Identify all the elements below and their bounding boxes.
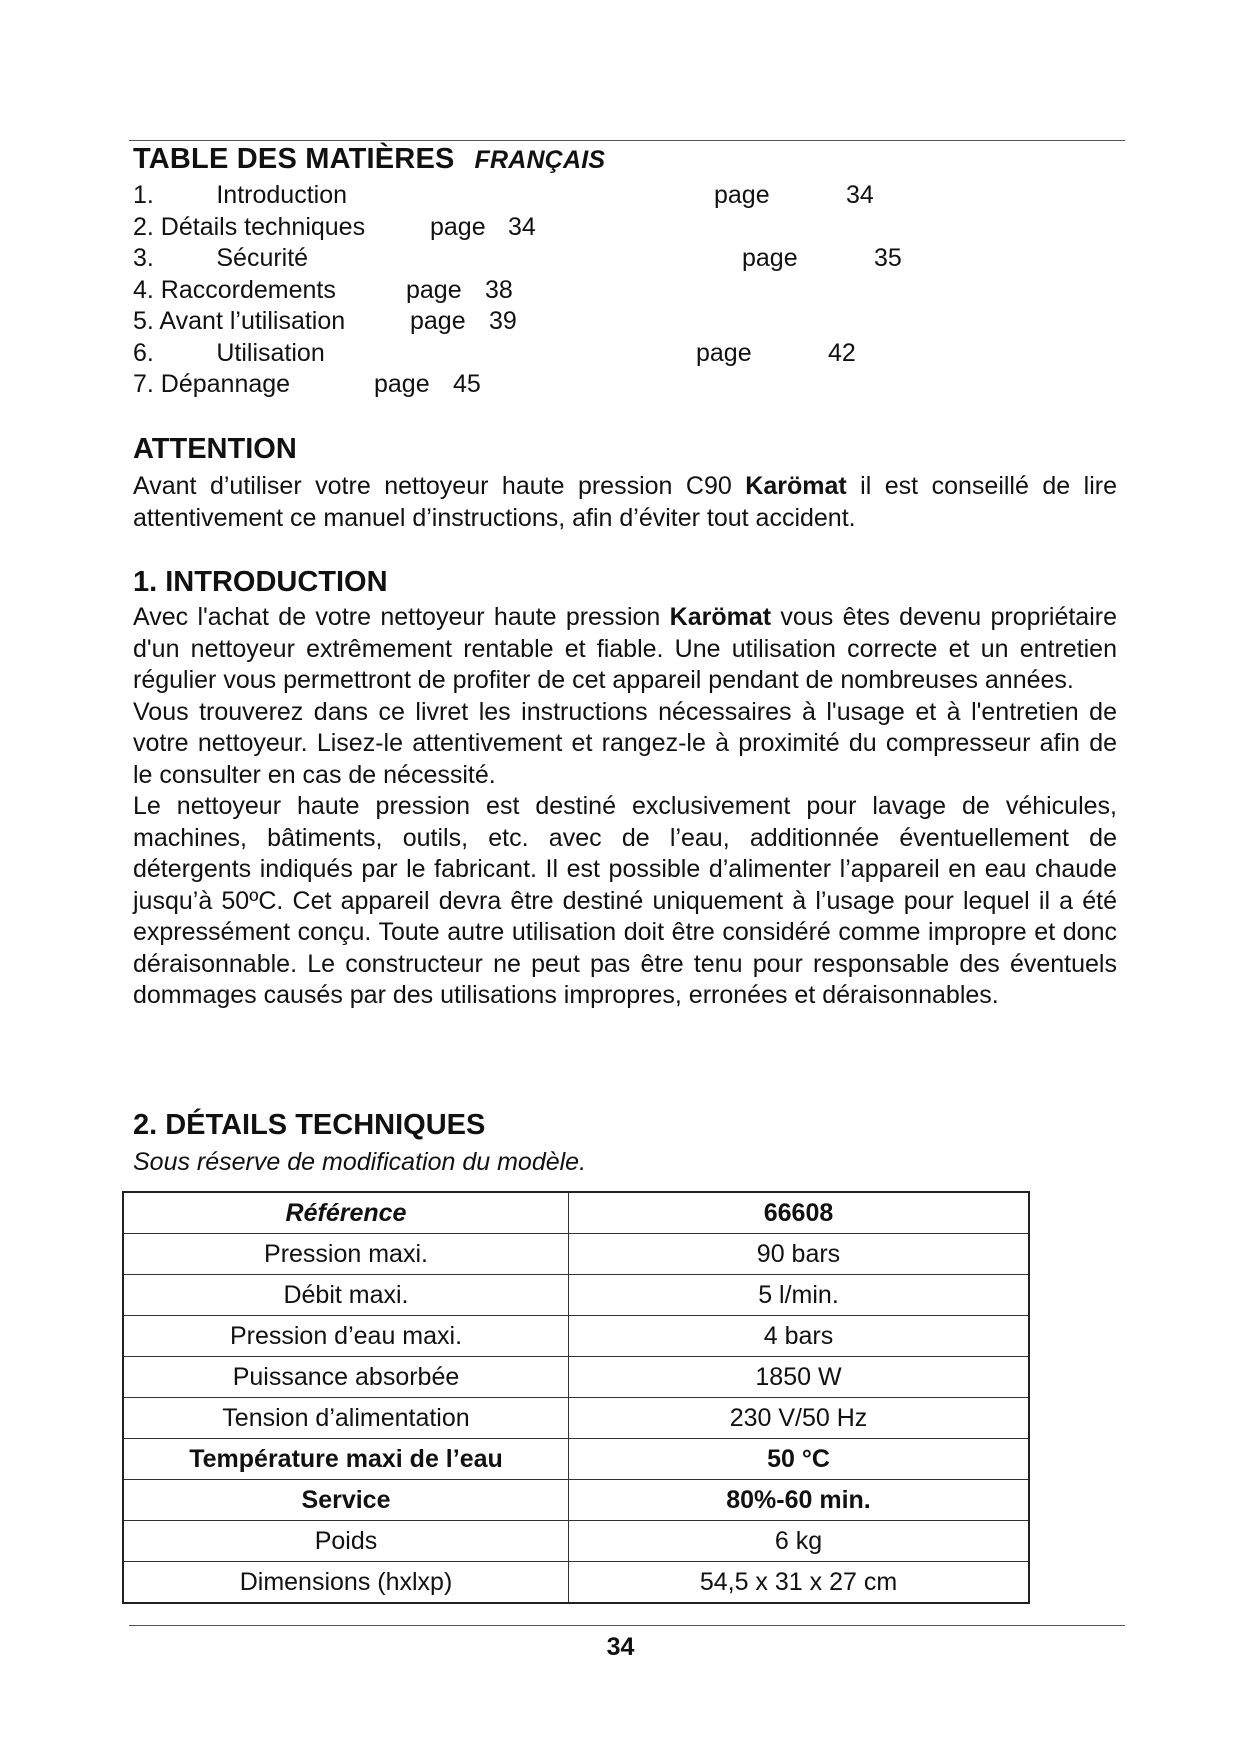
technical-heading: 2. DÉTAILS TECHNIQUES — [133, 1109, 486, 1141]
top-rule — [129, 140, 1125, 141]
attention-text-after: il est conseillé de lire attentivement ce manuel d’instructions, afin d’éviter tout accident. — [133, 472, 1117, 532]
toc-title — [133, 143, 605, 176]
toc-item-page-word: page — [742, 244, 798, 272]
table-row — [123, 1439, 1029, 1480]
brand-name: Karömat — [669, 603, 772, 631]
toc-language: FRANÇAIS — [474, 146, 606, 174]
bottom-rule — [129, 1625, 1125, 1626]
spec-label: Température maxi de l’eau — [123, 1439, 569, 1480]
table-row — [123, 1234, 1029, 1275]
page-number: 34 — [606, 1633, 635, 1661]
toc-item-page: 35 — [874, 244, 902, 272]
spec-value: 230 V/50 Hz — [569, 1398, 1030, 1439]
toc-item-page-word: page — [696, 338, 752, 367]
intro-p1-before: Avec l'achat de votre nettoyeur haute pression — [133, 603, 670, 631]
introduction-paragraph-2: Vous trouverez dans ce livret les instructions nécessaires à l'usage et à l'entretien de votre nettoyeur. Lisez-le attentivement et rangez-le à proximité du compresseur afin de le consulter en cas de nécessité. — [133, 697, 1117, 789]
toc-item-label: 2. Détails techniques — [133, 212, 366, 241]
spec-label: Service — [123, 1480, 569, 1521]
toc-item-page-word: page — [410, 307, 466, 335]
toc-item-page: 34 — [846, 181, 874, 209]
spec-value: 1850 W — [569, 1357, 1030, 1398]
toc-item-label: 1. Introduction — [133, 181, 348, 209]
toc-item-label: 6. Utilisation — [133, 338, 325, 367]
table-row — [123, 1357, 1029, 1398]
specs-table — [122, 1191, 1030, 1604]
spec-label: Référence — [123, 1192, 569, 1234]
toc-item-page-word: page — [406, 275, 462, 304]
toc-item-page: 45 — [453, 370, 481, 398]
spec-value: 66608 — [569, 1192, 1030, 1234]
spec-value: 80%-60 min. — [569, 1480, 1030, 1521]
spec-label: Puissance absorbée — [123, 1357, 569, 1398]
toc-title-text: TABLE DES MATIÈRES — [133, 143, 455, 175]
toc-item-page: 34 — [508, 212, 536, 241]
toc-item-page-word: page — [374, 370, 430, 398]
spec-value: 90 bars — [569, 1234, 1030, 1275]
table-row — [123, 1480, 1029, 1521]
spec-label: Pression d’eau maxi. — [123, 1316, 569, 1357]
introduction-body — [133, 602, 1117, 1012]
toc-item-page: 39 — [489, 307, 517, 335]
introduction-paragraph-3: Le nettoyeur haute pression est destiné exclusivement pour lavage de véhicules, machines, bâtiments, outils, etc. avec de l’eau, additionnée éventuellement de détergents indiqués par le fabricant. Il est possible d’alimenter l’appareil en eau chaude jusqu’à 50ºC. Cet appareil devra être destiné uniquement à l’usage pour lequel il a été expressément conçu. Toute autre utilisation doit être considéré comme impropre et donc déraisonnable. Le constructeur ne peut pas être tenu pour responsable des éventuels dommages causés par des utilisations impropres, erronées et déraisonnables. — [133, 792, 1117, 1009]
spec-value: 54,5 x 31 x 27 cm — [569, 1562, 1030, 1604]
spec-label: Dimensions (hxlxp) — [123, 1562, 569, 1604]
spec-value: 50 °C — [569, 1439, 1030, 1480]
spec-label: Débit maxi. — [123, 1275, 569, 1316]
table-row — [123, 1398, 1029, 1439]
introduction-paragraph-1 — [133, 602, 1117, 697]
spec-value: 6 kg — [569, 1521, 1030, 1562]
spec-label: Pression maxi. — [123, 1234, 569, 1275]
toc-item-page-word: page — [430, 212, 486, 241]
toc-item-page: 38 — [485, 275, 513, 304]
introduction-heading: 1. INTRODUCTION — [133, 566, 388, 598]
toc-item-label: 5. Avant l’utilisation — [133, 307, 346, 335]
spec-value: 4 bars — [569, 1316, 1030, 1357]
spec-label: Poids — [123, 1521, 569, 1562]
table-row — [123, 1275, 1029, 1316]
spec-value: 5 l/min. — [569, 1275, 1030, 1316]
table-row — [123, 1521, 1029, 1562]
intro-p1-after: vous êtes devenu propriétaire d'un nettoyeur extrêmement rentable et fiable. Une utilisation correcte et un entretien régulier vous permettront de profiter de cet appareil pendant de nombreuses années. — [133, 603, 1117, 694]
table-row — [123, 1316, 1029, 1357]
toc-item-label: 4. Raccordements — [133, 275, 336, 304]
spec-label: Tension d’alimentation — [123, 1398, 569, 1439]
toc-item-label: 7. Dépannage — [133, 370, 291, 398]
toc-item-page: 42 — [828, 338, 856, 367]
toc-item-label: 3. Sécurité — [133, 244, 309, 272]
table-row — [123, 1192, 1029, 1234]
technical-note: Sous réserve de modification du modèle. — [133, 1148, 587, 1176]
brand-name: Karömat — [745, 472, 847, 500]
table-row — [123, 1562, 1029, 1604]
attention-text-before: Avant d’utiliser votre nettoyeur haute pression C90 — [133, 472, 746, 500]
toc-item-page-word: page — [714, 181, 770, 209]
attention-heading: ATTENTION — [133, 433, 297, 465]
attention-paragraph — [133, 471, 1117, 534]
